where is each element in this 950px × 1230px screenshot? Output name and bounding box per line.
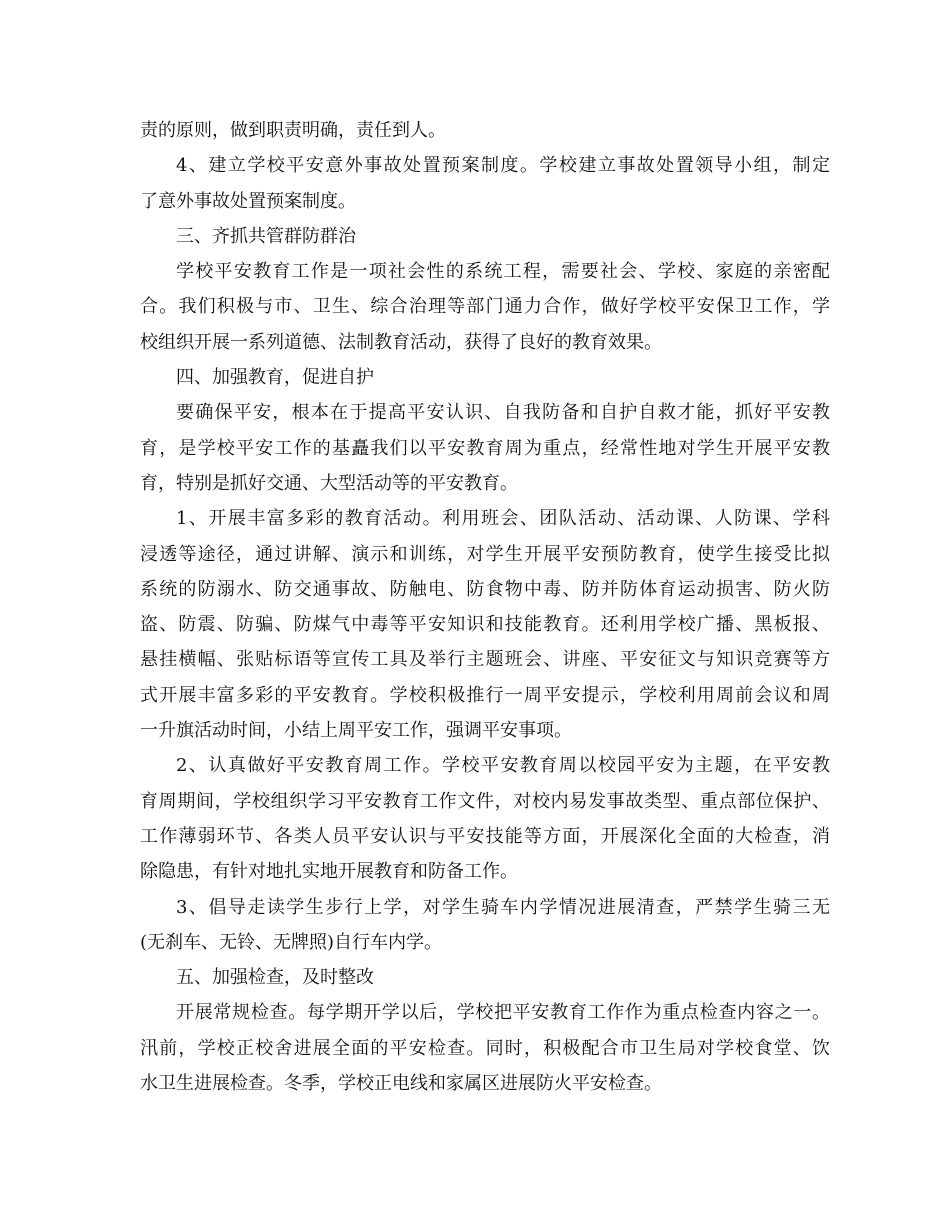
text-line: 学校平安教育工作是一项社会性的系统工程，需要社会、学校、家庭的亲密配	[176, 261, 830, 283]
text-line: 了意外事故处置预案制度。	[140, 190, 356, 212]
text-line: 除隐患，有针对地扎实地开展教育和防备工作。	[140, 861, 518, 883]
text-line: 育，是学校平安工作的基矗我们以平安教育周为重点，经常性地对学生开展平安教	[140, 437, 830, 459]
document-body	[140, 113, 830, 1101]
text-line: 要确保平安，根本在于提高平安认识、自我防备和自护自救才能，抓好平安教	[176, 402, 830, 424]
text-line: 系统的防溺水、防交通事故、防触电、防食物中毒、防并防体育运动损害、防火防	[140, 578, 830, 600]
text-line: 汛前，学校正校舍进展全面的平安检查。同时，积极配合市卫生局对学校食堂、饮	[140, 1037, 830, 1059]
text-line: 悬挂横幅、张贴标语等宣传工具及举行主题班会、讲座、平安征文与知识竞赛等方	[140, 649, 830, 671]
text-line: 合。我们积极与市、卫生、综合治理等部门通力合作，做好学校平安保卫工作，学	[140, 296, 830, 318]
text-line: 盗、防震、防骗、防煤气中毒等平安知识和技能教育。还利用学校广播、黑板报、	[140, 614, 830, 636]
text-line: 三、齐抓共管群防群治	[176, 225, 356, 247]
text-line: 式开展丰富多彩的平安教育。学校积极推行一周平安提示，学校利用周前会议和周	[140, 684, 830, 706]
text-line: 校组织开展一系列道德、法制教育活动，获得了良好的教育效果。	[140, 331, 662, 353]
text-line: (无刹车、无铃、无牌照)自行车内学。	[140, 931, 443, 953]
text-line: 工作薄弱环节、各类人员平安认识与平安技能等方面，开展深化全面的大检查，消	[140, 825, 830, 847]
text-line: 水卫生进展检查。冬季，学校正电线和家属区进展防火平安检查。	[140, 1073, 662, 1095]
text-line: 育，特别是抓好交通、大型活动等的平安教育。	[140, 472, 518, 494]
text-line: 一升旗活动时间，小结上周平安工作，强调平安事项。	[140, 720, 572, 742]
text-line: 四、加强教育，促进自护	[176, 367, 374, 389]
text-line: 开展常规检查。每学期开学以后，学校把平安教育工作作为重点检查内容之一。	[176, 1002, 830, 1024]
text-line: 4、建立学校平安意外事故处置预案制度。学校建立事故处置领导小组，制定	[176, 155, 830, 177]
text-line: 2、认真做好平安教育周工作。学校平安教育周以校园平安为主题，在平安教	[176, 755, 830, 777]
text-line: 育周期间，学校组织学习平安教育工作文件，对校内易发事故类型、重点部位保护、	[140, 790, 830, 812]
text-line: 3、倡导走读学生步行上学，对学生骑车内学情况进展清查，严禁学生骑三无	[176, 896, 830, 918]
text-line: 浸透等途径，通过讲解、演示和训练，对学生开展平安预防教育，使学生接受比拟	[140, 543, 830, 565]
text-line: 五、加强检查，及时整改	[176, 967, 374, 989]
text-line: 1、开展丰富多彩的教育活动。利用班会、团队活动、活动课、人防课、学科	[176, 508, 830, 530]
text-line: 责的原则，做到职责明确，责任到人。	[140, 120, 446, 141]
